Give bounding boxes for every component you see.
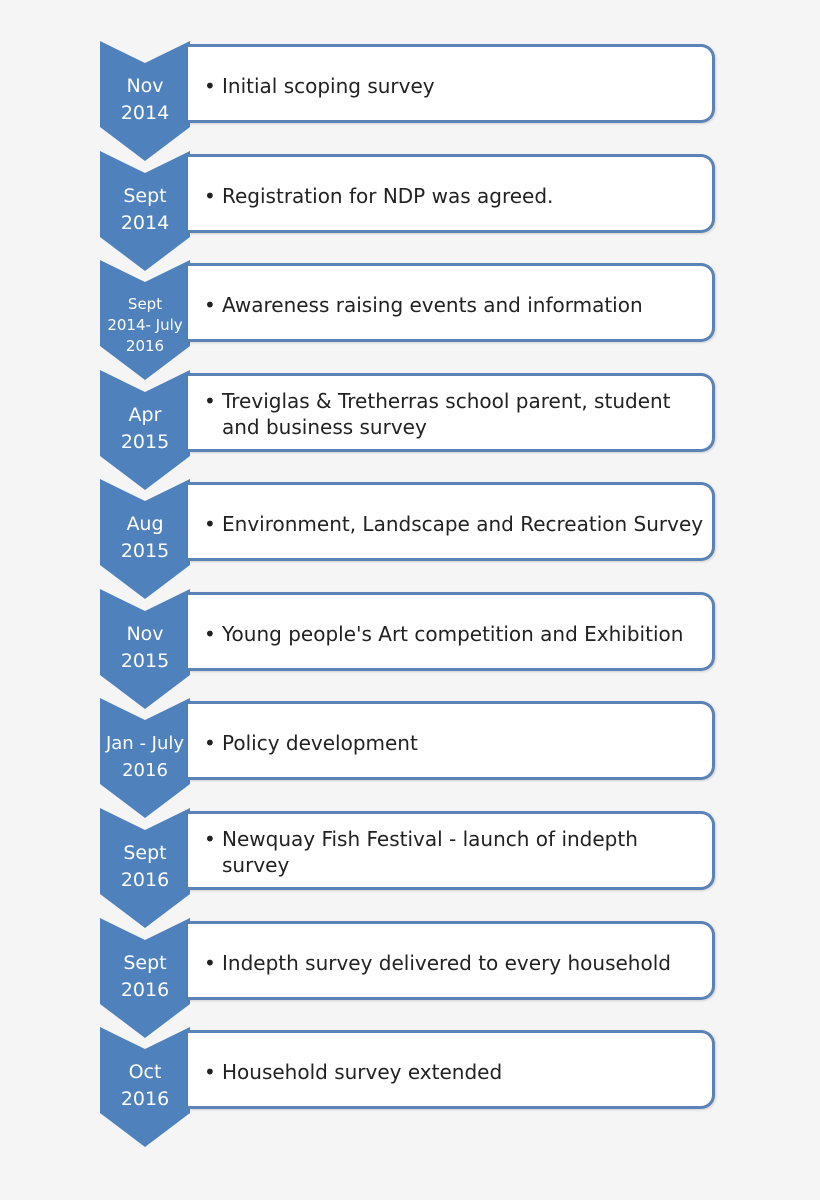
event-text: Young people's Art competition and Exhibition xyxy=(222,622,684,646)
bullet-icon: • xyxy=(204,622,216,646)
event-card xyxy=(188,154,715,233)
event-card xyxy=(188,373,715,452)
event-text: Household survey extended xyxy=(222,1060,503,1084)
event-date: Aug 2015 xyxy=(120,513,170,562)
event-date: Sept 2014 xyxy=(120,185,170,234)
event-text: Treviglas & Tretherras school parent, student and business survey xyxy=(222,389,671,439)
event-item xyxy=(204,950,704,976)
event-card xyxy=(188,921,715,1000)
event-card xyxy=(188,44,715,123)
event-date: Nov 2014 xyxy=(120,75,170,124)
event-item xyxy=(204,511,704,537)
timeline-step xyxy=(100,41,722,161)
event-date: Apr 2015 xyxy=(120,404,170,453)
timeline-step xyxy=(100,1027,722,1147)
bullet-icon: • xyxy=(204,389,216,413)
event-date: Sept 2014- July 2016 xyxy=(107,294,183,355)
event-date: Sept 2016 xyxy=(120,842,170,891)
event-card xyxy=(188,482,715,561)
event-date: Sept 2016 xyxy=(120,952,170,1001)
event-item xyxy=(204,621,704,647)
bullet-icon: • xyxy=(204,512,216,536)
timeline-step xyxy=(100,698,722,818)
event-date: Nov 2015 xyxy=(120,623,170,672)
timeline-step xyxy=(100,918,722,1038)
event-item xyxy=(204,73,704,99)
event-date: Jan - July 2016 xyxy=(105,733,185,781)
event-card xyxy=(188,592,715,671)
event-text: Awareness raising events and information xyxy=(222,293,643,317)
event-card xyxy=(188,701,715,780)
event-date: Oct 2016 xyxy=(120,1061,170,1110)
timeline-step xyxy=(100,589,722,709)
event-text: Registration for NDP was agreed. xyxy=(222,184,554,208)
bullet-icon: • xyxy=(204,1060,216,1084)
timeline-step xyxy=(100,151,722,271)
event-text: Indepth survey delivered to every household xyxy=(222,951,671,975)
event-item xyxy=(204,730,704,756)
timeline-step xyxy=(100,370,722,490)
bullet-icon: • xyxy=(204,731,216,755)
event-card xyxy=(188,1030,715,1109)
event-item xyxy=(204,1059,704,1085)
bullet-icon: • xyxy=(204,74,216,98)
event-text: Initial scoping survey xyxy=(222,74,435,98)
bullet-icon: • xyxy=(204,951,216,975)
event-text: Environment, Landscape and Recreation Survey xyxy=(222,512,704,536)
timeline-step xyxy=(100,479,722,599)
event-card xyxy=(188,811,715,890)
event-text: Newquay Fish Festival - launch of indepth survey xyxy=(222,827,638,877)
event-item xyxy=(204,183,704,209)
timeline-step xyxy=(100,808,722,928)
event-item xyxy=(204,388,704,440)
event-item xyxy=(204,826,704,878)
timeline-step xyxy=(100,260,722,380)
bullet-icon: • xyxy=(204,293,216,317)
event-card xyxy=(188,263,715,342)
event-item xyxy=(204,292,704,318)
bullet-icon: • xyxy=(204,827,216,851)
event-text: Policy development xyxy=(222,731,418,755)
bullet-icon: • xyxy=(204,184,216,208)
